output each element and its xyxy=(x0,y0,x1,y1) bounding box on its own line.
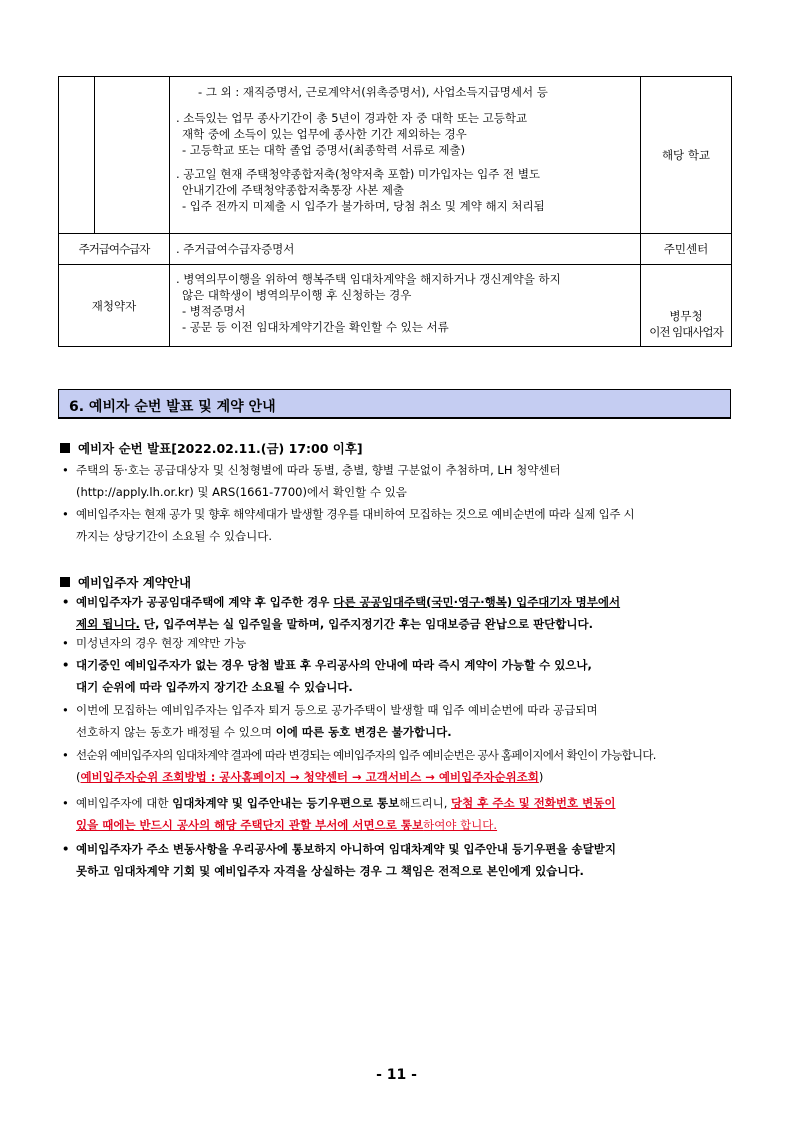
list-item xyxy=(62,838,742,882)
bullet-icon: • xyxy=(62,658,70,672)
table-cell-category: 주거급여수급자 xyxy=(59,234,170,265)
list-item xyxy=(62,744,742,788)
table-cell-category: 재청약자 xyxy=(59,265,170,347)
doc-line: . 주거급여수급자증명서 xyxy=(176,242,295,256)
table-cell-documents xyxy=(170,77,641,234)
doc-line: . 소득있는 업무 종사기간이 총 5년이 경과한 자 중 대학 또는 고등학교 xyxy=(176,111,528,125)
bold-text: 이에 따른 동호 변경은 불가합니다. xyxy=(275,725,452,739)
announce-heading xyxy=(60,439,363,457)
table-row xyxy=(59,234,732,265)
announce-heading-text: 예비자 순번 발표[2022.02.11.(금) 17:00 이후] xyxy=(78,441,363,456)
issuer-line: 이전 임대사업자 xyxy=(649,325,723,339)
list-item-text: 선호하지 않는 동호가 배정될 수 있으며 xyxy=(76,725,276,739)
list-item-text: ) xyxy=(538,770,544,784)
table-cell-empty xyxy=(95,77,170,234)
doc-line: - 병적증명서 xyxy=(182,304,246,318)
doc-line: 않은 대학생이 병역의무이행 후 신청하는 경우 xyxy=(182,288,412,302)
doc-line: - 고등학교 또는 대학 졸업 증명서(최종학력 서류로 제출) xyxy=(182,143,466,157)
table-cell-empty xyxy=(59,77,95,234)
contract-heading-text: 예비입주자 계약안내 xyxy=(78,575,192,590)
list-item-text: 단, 입주여부는 실 입주일을 말하며, 입주지정기간 후는 임대보증금 완납으로 판단합니다. xyxy=(139,617,593,631)
list-item-text: ( xyxy=(76,770,81,784)
list-item-text: 대기중인 예비입주자가 없는 경우 당첨 발표 후 우리공사의 안내에 따라 즉시 계약이 가능할 수 있으나, xyxy=(76,658,592,672)
list-item-text: 미성년자의 경우 현장 계약만 가능 xyxy=(76,636,247,650)
bullet-icon: • xyxy=(62,507,69,521)
table-cell-documents xyxy=(170,265,641,347)
highlight-text: 있을 때에는 반드시 공사의 해당 주택단지 관할 부서에 서면으로 통보 xyxy=(76,818,424,832)
bullet-icon: • xyxy=(62,842,70,856)
bullet-icon: • xyxy=(62,703,69,717)
documents-table xyxy=(58,76,732,347)
section-title: 6. 예비자 순번 발표 및 계약 안내 xyxy=(69,399,276,415)
highlight-text: 하여야 합니다. xyxy=(423,818,498,832)
table-cell-issuer xyxy=(641,265,732,347)
list-item-text: 선순위 예비입주자의 임대차계약 결과에 따라 변경되는 예비입주자의 입주 예비순번은 공사 홈페이지에서 확인이 가능합니다. xyxy=(76,748,656,762)
square-bullet-icon xyxy=(60,443,70,453)
doc-line: . 병역의무이행을 위하여 행복주택 임대차계약을 해지하거나 갱신계약을 하지 xyxy=(176,272,561,286)
list-item-text: 예비입주자에 대한 xyxy=(76,796,173,810)
bullet-icon: • xyxy=(62,636,69,650)
issuer-line: 병무청 xyxy=(669,309,703,323)
doc-line: . 공고일 현재 주택청약종합저축(청약저축 포함) 미가입자는 입주 전 별도 xyxy=(176,167,541,181)
underlined-text: 제외 됩니다. xyxy=(76,617,140,631)
list-item-text: 이번에 모집하는 예비입주자는 입주자 퇴거 등으로 공가주택이 발생할 때 입주 예비순번에 따라 공급되며 xyxy=(76,703,598,717)
highlight-text: 당첨 후 주소 및 전화번호 변동이 xyxy=(451,796,616,810)
list-item-text: 예비입주자가 공공임대주택에 계약 후 입주한 경우 xyxy=(76,595,334,609)
doc-line: - 공문 등 이전 임대차계약기간을 확인할 수 있는 서류 xyxy=(182,320,449,334)
section-header xyxy=(58,389,731,419)
square-bullet-icon xyxy=(60,577,70,587)
list-item xyxy=(62,459,742,503)
bold-text: 임대차계약 및 입주안내는 등기우편으로 통보 xyxy=(172,796,400,810)
table-row xyxy=(59,265,732,347)
contract-heading xyxy=(60,573,191,591)
list-item-text: 예비입주자는 현재 공가 및 향후 해약세대가 발생할 경우를 대비하여 모집하는 것으로 예비순번에 따라 실제 입주 시 xyxy=(76,507,635,521)
table-row xyxy=(59,77,732,234)
list-item xyxy=(62,792,742,836)
list-item-text: 주택의 동·호는 공급대상자 및 신청형별에 따라 동별, 층별, 향별 구분없이 추첨하며, LH 청약센터 xyxy=(76,463,561,477)
list-item-text: 대기 순위에 따라 입주까지 장기간 소요될 수 있습니다. xyxy=(76,680,353,694)
list-item-text: 해드리니, xyxy=(399,796,452,810)
list-item xyxy=(62,699,742,743)
list-item-text: (http://apply.lh.or.kr) 및 ARS(1661-7700)에서 확인할 수 있음 xyxy=(76,485,407,499)
list-item-text: 예비입주자가 주소 변동사항을 우리공사에 통보하지 아니하여 임대차계약 및 입주안내 등기우편을 송달받지 xyxy=(76,842,616,856)
page-number: - 11 - xyxy=(376,1067,417,1083)
table-cell-issuer: 해당 학교 xyxy=(641,77,732,234)
bullet-icon: • xyxy=(62,463,69,477)
bullet-icon: • xyxy=(62,595,70,609)
list-item xyxy=(62,632,742,654)
table-cell-documents xyxy=(170,234,641,265)
list-item-text: 못하고 임대차계약 기회 및 예비입주자 자격을 상실하는 경우 그 책임은 전적으로 본인에게 있습니다. xyxy=(76,864,584,878)
doc-line: 안내기간에 주택청약종합저축통장 사본 제출 xyxy=(182,183,405,197)
doc-line: 재학 중에 소득이 있는 업무에 종사한 기간 제외하는 경우 xyxy=(182,127,467,141)
highlight-text: 예비입주자순위 조회방법 : 공사홈페이지 → 청약센터 → 고객서비스 → 예비입주자순위조회 xyxy=(80,770,539,784)
list-item xyxy=(62,503,742,547)
list-item xyxy=(62,654,742,698)
underlined-text: 다른 공공임대주택(국민·영구·행복) 입주대기자 명부에서 xyxy=(333,595,621,609)
bullet-icon: • xyxy=(62,748,69,762)
bullet-icon: • xyxy=(62,796,69,810)
doc-line: - 입주 전까지 미제출 시 입주가 불가하며, 당첨 취소 및 계약 해지 처리됨 xyxy=(182,199,545,213)
list-item-text: 까지는 상당기간이 소요될 수 있습니다. xyxy=(76,529,273,543)
list-item xyxy=(62,591,742,635)
table-cell-issuer: 주민센터 xyxy=(641,234,732,265)
doc-line: - 그 외 : 재직증명서, 근로계약서(위촉증명서), 사업소득지급명세서 등 xyxy=(198,85,548,99)
